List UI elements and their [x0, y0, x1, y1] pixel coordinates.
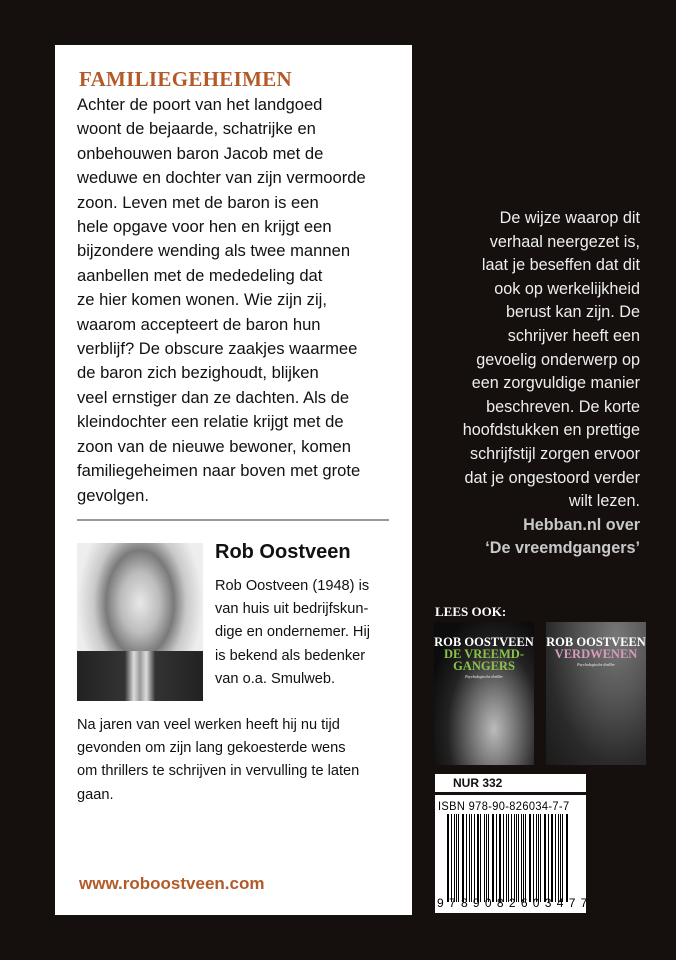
text-line: Achter de poort van het landgoed: [77, 95, 323, 114]
text-line: berust kan zijn. De: [505, 303, 640, 322]
book-cover-verdwenen: [546, 622, 646, 765]
barcode-bar: [552, 814, 553, 902]
cover-subtitle: Psychologische thriller: [465, 674, 503, 679]
barcode-bar: [469, 814, 470, 902]
text-line: hoofdstukken en prettige: [462, 421, 640, 440]
barcode-bar: [525, 814, 526, 902]
author-website-link[interactable]: www.roboostveen.com: [79, 874, 265, 893]
barcode: [435, 795, 593, 913]
text-line: hele opgave voor hen en krijgt een: [77, 217, 332, 237]
text-line: ook op werkelijkheid: [494, 279, 640, 298]
text-line: Na jaren van veel werken heeft hij nu tijd: [77, 717, 340, 733]
text-line: verblijf? De obscure zaakjes waarmee: [77, 339, 358, 359]
quote-source: [463, 514, 640, 561]
divider: [77, 519, 389, 521]
text-line: van o.a. Smulweb.: [215, 670, 336, 687]
cover-subtitle: Psychologische thriller: [577, 662, 615, 667]
text-line: gaan.: [77, 786, 114, 803]
text-line: veel ernstiger dan ze dachten. Als de: [77, 387, 350, 407]
cover-title: DE VREEMD-: [444, 647, 524, 661]
barcode-bar: [462, 814, 463, 902]
text-line: is bekend als bedenker: [215, 647, 366, 664]
text-line: Rob Oostveen (1948) is: [215, 578, 370, 594]
text-line: wilt lezen.: [568, 492, 640, 511]
also-read-label: LEES OOK:: [435, 604, 507, 619]
review-quote: [463, 207, 640, 561]
barcode-bar: [488, 814, 489, 902]
author-bio-full: [77, 714, 359, 807]
text-line: schrijver heeft een: [507, 326, 640, 345]
barcode-bar: [545, 814, 546, 902]
text-line: Hebban.nl over: [523, 515, 640, 534]
text-line: schrijfstijl zorgen ervoor: [469, 444, 640, 463]
text-line: aanbellen met de mededeling dat: [77, 265, 323, 285]
barcode-bar: [506, 814, 507, 902]
text-line: onbehouwen baron Jacob met de: [77, 143, 324, 163]
cover-author: ROB OOSTVEEN: [546, 635, 646, 649]
text-line: kleindochter een relatie krijgt met de: [77, 412, 344, 432]
nur-code: NUR 332: [435, 774, 586, 792]
text-line: de baron zich bezighoudt, blijken: [77, 363, 319, 383]
text-line: De wijze waarop dit: [499, 209, 640, 227]
barcode-bar: [451, 814, 452, 902]
cover-title: GANGERS: [453, 659, 515, 673]
text-line: dige en ondernemer. Hij: [215, 624, 370, 641]
text-line: van huis uit bedrijfskun-: [215, 601, 369, 618]
barcode-bar: [484, 814, 485, 902]
text-line: gevolgen.: [77, 485, 149, 505]
blurb-text: [77, 93, 366, 508]
author-name: Rob Oostveen: [215, 541, 351, 563]
barcode-bar: [471, 814, 472, 902]
author-photo: [77, 543, 203, 701]
text-line: laat je beseffen dat dit: [481, 256, 640, 275]
text-line: ze hier komen wonen. Wie zijn zij,: [77, 290, 327, 310]
barcode-bar: [560, 814, 561, 902]
barcode-bar: [540, 814, 541, 902]
barcode-bar: [503, 814, 504, 902]
book-cover-de-vreemdgangers: [434, 622, 534, 765]
cover-author: ROB OOSTVEEN: [434, 635, 534, 649]
text-line: dat je ongestoord verder: [464, 468, 640, 487]
barcode-bar: [458, 814, 459, 902]
text-line: verhaal neergezet is,: [489, 232, 640, 251]
barcode-bar: [523, 814, 524, 902]
author-bio-side: [215, 575, 370, 691]
author-photo-suit: [77, 651, 203, 701]
text-line: bijzondere wending als twee mannen: [77, 241, 351, 261]
text-line: woont de bejaarde, schatrijke en: [77, 119, 316, 139]
barcode-bar: [496, 814, 497, 902]
text-line: een zorgvuldige manier: [471, 374, 640, 393]
text-line: om thrillers te schrijven in vervulling te laten: [77, 763, 360, 780]
blurb-title: FAMILIEGEHEIMEN: [79, 67, 292, 91]
barcode-bars: [447, 814, 569, 902]
barcode-bar: [480, 814, 481, 902]
text-line: beschreven. De korte: [486, 397, 640, 416]
text-line: waarom accepteert de baron hun: [77, 314, 321, 334]
barcode-bar: [533, 814, 534, 902]
text-line: zoon van de nieuwe bewoner, komen: [77, 436, 351, 456]
isbn-label: ISBN 978-90-826034-7-7: [438, 799, 570, 813]
barcode-bar: [514, 814, 515, 902]
barcode-digits: 9789082603477: [437, 896, 593, 910]
back-cover-text-panel: [55, 45, 412, 915]
text-line: familiegeheimen naar boven met grote: [77, 461, 361, 481]
text-line: gevoelig onderwerp op: [476, 350, 640, 369]
text-line: ‘De vreemdgangers’: [485, 539, 640, 558]
text-line: zoon. Leven met de baron is een: [77, 192, 319, 212]
text-line: weduwe en dochter van zijn vermoorde: [77, 168, 366, 188]
cover-title: VERDWENEN: [554, 647, 638, 661]
text-line: gevonden om zijn lang gekoesterde wens: [77, 740, 346, 757]
quote-text: [463, 207, 640, 514]
